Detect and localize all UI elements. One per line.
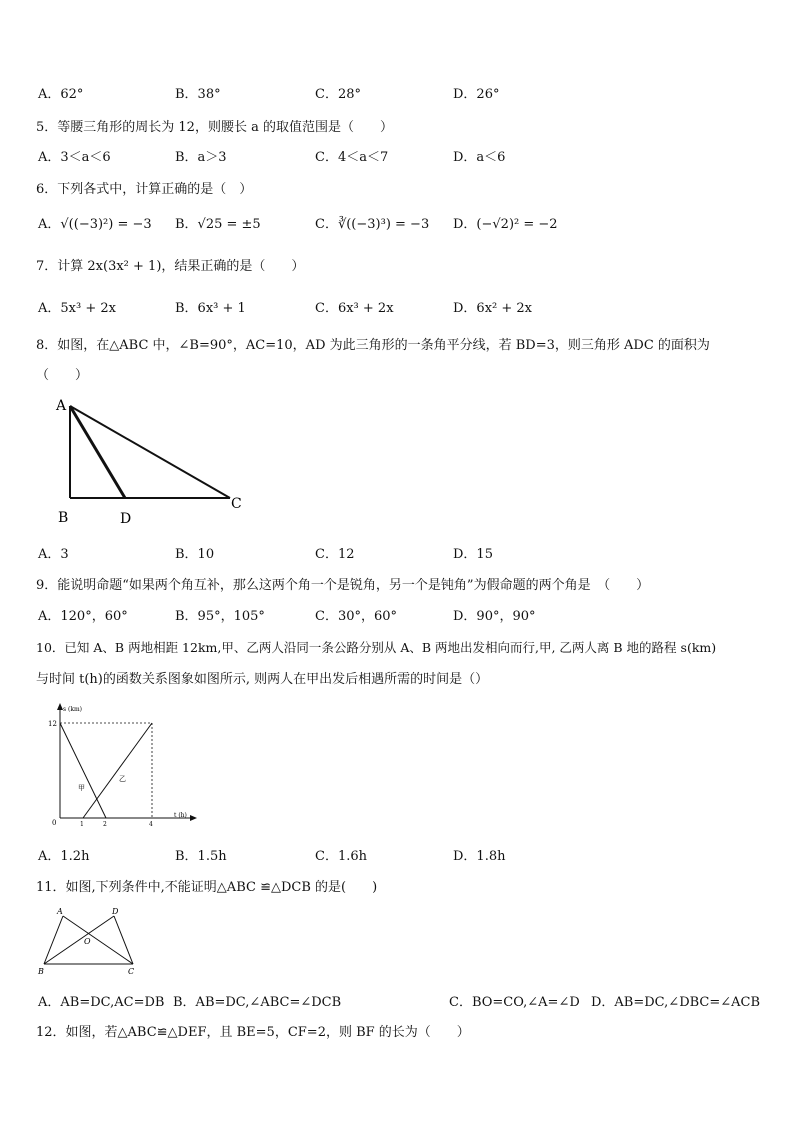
q10-x-tick-2: 2 xyxy=(103,821,107,828)
q7-option-c: C．6x³ + 2x xyxy=(315,301,394,316)
q8-label-d: D xyxy=(120,511,132,527)
q8-triangle-figure xyxy=(50,392,250,528)
q11-option-a: A．AB=DC,AC=DB xyxy=(38,995,165,1010)
q11-label-o: O xyxy=(84,937,91,946)
q5-option-b: B．a＞3 xyxy=(175,150,227,165)
q8-label-c: C xyxy=(231,496,242,512)
q8-stem-line1: 8．如图，在△ABC 中，∠B=90°，AC=10，AD 为此三角形的一条角平分线，若 BD=3，则三角形 ADC 的面积为 xyxy=(36,338,710,353)
q10-distance-time-graph xyxy=(40,700,200,832)
q8-stem-line2: （ ） xyxy=(36,368,89,383)
q8-option-d: D．15 xyxy=(453,547,493,562)
q9-option-a: A．120°，60° xyxy=(38,609,128,624)
q4-option-a: A．62° xyxy=(38,87,84,102)
q9-option-c: C．30°，60° xyxy=(315,609,398,624)
q11-stem: 11．如图,下列条件中,不能证明△ABC ≌△DCB 的是( ) xyxy=(36,880,378,895)
q6-option-a: A．√((−3)²) = −3 xyxy=(38,217,152,232)
q10-line-yi-label: 乙 xyxy=(119,775,126,783)
q5-option-a: A．3＜a＜6 xyxy=(38,150,111,165)
q11-label-c: C xyxy=(128,967,135,976)
q9-option-d: D．90°，90° xyxy=(453,609,536,624)
q10-line-jia-label: 甲 xyxy=(78,784,85,792)
q11-option-c: C．BO=CO,∠A=∠D xyxy=(449,995,580,1010)
q6-option-d: D．(−√2)² = −2 xyxy=(453,217,558,232)
q11-label-b: B xyxy=(38,967,44,976)
q6-option-b: B．√25 = ±5 xyxy=(175,217,261,232)
q4-option-c: C．28° xyxy=(315,87,361,102)
q10-y-axis-label: s (km) xyxy=(63,706,82,713)
q10-stem-line2: 与时间 t(h)的函数关系图象如图所示, 则两人在甲出发后相遇所需的时间是（） xyxy=(36,672,489,687)
q10-y-tick-12: 12 xyxy=(48,720,57,728)
q7-option-d: D．6x² + 2x xyxy=(453,301,532,316)
q7-option-a: A．5x³ + 2x xyxy=(38,301,116,316)
q10-option-d: D．1.8h xyxy=(453,849,506,864)
q9-stem: 9．能说明命题“如果两个角互补，那么这两个角一个是锐角，另一个是钝角”为假命题的两个角是 （ ） xyxy=(36,578,650,593)
q8-label-b: B xyxy=(58,510,69,526)
q10-origin-label: 0 xyxy=(52,819,57,827)
q10-stem-line1: 10．已知 A、B 两地相距 12km,甲、乙两人沿同一条公路分别从 A、B 两地出发相向而行,甲, 乙两人离 B 地的路程 s(km) xyxy=(36,640,717,655)
q10-option-c: C．1.6h xyxy=(315,849,367,864)
q11-option-b: B．AB=DC,∠ABC=∠DCB xyxy=(173,995,342,1010)
q12-stem: 12．如图，若△ABC≌△DEF，且 BE=5，CF=2，则 BF 的长为（ ） xyxy=(36,1025,470,1040)
q10-x-tick-4: 4 xyxy=(149,821,153,828)
q8-label-a: A xyxy=(56,398,67,414)
q8-option-a: A．3 xyxy=(38,547,69,562)
q11-label-a: A xyxy=(57,907,63,916)
q7-option-b: B．6x³ + 1 xyxy=(175,301,246,316)
q5-option-d: D．a＜6 xyxy=(453,150,506,165)
q5-stem: 5．等腰三角形的周长为 12，则腰长 a 的取值范围是（ ） xyxy=(36,120,393,135)
q8-option-c: C．12 xyxy=(315,547,355,562)
q10-option-b: B．1.5h xyxy=(175,849,227,864)
q6-stem: 6．下列各式中，计算正确的是（ ） xyxy=(36,182,253,197)
q4-option-d: D．26° xyxy=(453,87,500,102)
q11-quadrilateral-figure xyxy=(36,904,146,976)
q10-x-axis-label: t (h) xyxy=(174,812,187,819)
q10-option-a: A．1.2h xyxy=(38,849,90,864)
q10-x-tick-1: 1 xyxy=(80,821,84,828)
q6-option-c: C．∛((−3)³) = −3 xyxy=(315,217,430,232)
q11-option-d: D．AB=DC,∠DBC=∠ACB xyxy=(591,995,761,1010)
q11-label-d: D xyxy=(112,907,119,916)
q5-option-c: C．4＜a＜7 xyxy=(315,150,389,165)
q7-stem: 7．计算 2x(3x² + 1)，结果正确的是（ ） xyxy=(36,259,305,274)
q8-option-b: B．10 xyxy=(175,547,215,562)
q9-option-b: B．95°，105° xyxy=(175,609,265,624)
q4-option-b: B．38° xyxy=(175,87,221,102)
